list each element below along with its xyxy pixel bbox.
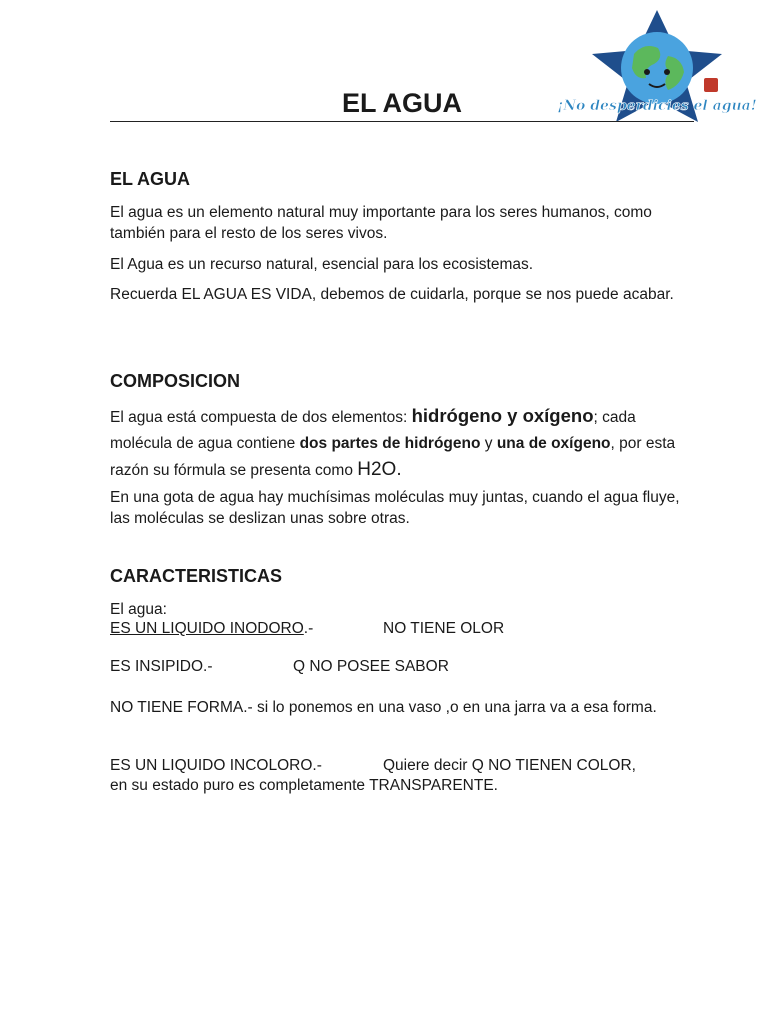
item-insipido-desc: Q NO POSEE SABOR [293,658,449,675]
section-heading-composicion: COMPOSICION [110,371,241,391]
page-title: EL AGUA [341,88,462,118]
section-heading-intro: EL AGUA [110,169,191,189]
item-insipido-label: ES INSIPIDO.- [110,658,213,675]
intro-paragraph-2: El Agua es un recurso natural, esencial para los ecosistemas. [110,256,534,273]
section-heading-caracteristicas: CARACTERISTICAS [110,566,283,586]
intro-paragraph-1: El agua es un elemento natural muy importante para los seres humanos, como también para el resto de los seres vivos. [110,204,652,242]
item-forma: NO TIENE FORMA.- si lo ponemos en una vaso ,o en una jarra va a esa forma. [110,699,657,716]
title-underline [110,121,694,122]
item-incoloro-desc-line2: en su estado puro es completamente TRANSPARENTE. [110,777,498,794]
item-inodoro-separator: .- [303,620,314,637]
intro-paragraph-3: Recuerda EL AGUA ES VIDA, debemos de cuidarla, porque se nos puede acabar. [110,286,674,303]
item-inodoro [110,618,313,639]
caracteristicas-intro: El agua: [110,601,167,618]
logo-caption: ¡No desperdicies el agua! [557,98,757,114]
composicion-paragraph-1: El agua está compuesta de dos elementos: hidrógeno y oxígeno; cada molécula de agua contiene dos partes de hidrógeno y una de oxígeno, por esta razón su fórmula se presenta como H2O. [110,405,676,480]
item-incoloro-desc-line1: Quiere decir Q NO TIENEN COLOR, [383,757,636,774]
item-incoloro-label: ES UN LIQUIDO INCOLORO.- [110,757,322,774]
composicion-paragraph-2: En una gota de agua hay muchísimas moléculas muy juntas, cuando el agua fluye, las moléculas se deslizan unas sobre otras. [110,489,680,527]
item-inodoro-label: ES UN LIQUIDO INODORO [110,620,304,637]
item-inodoro-desc: NO TIENE OLOR [383,620,505,637]
